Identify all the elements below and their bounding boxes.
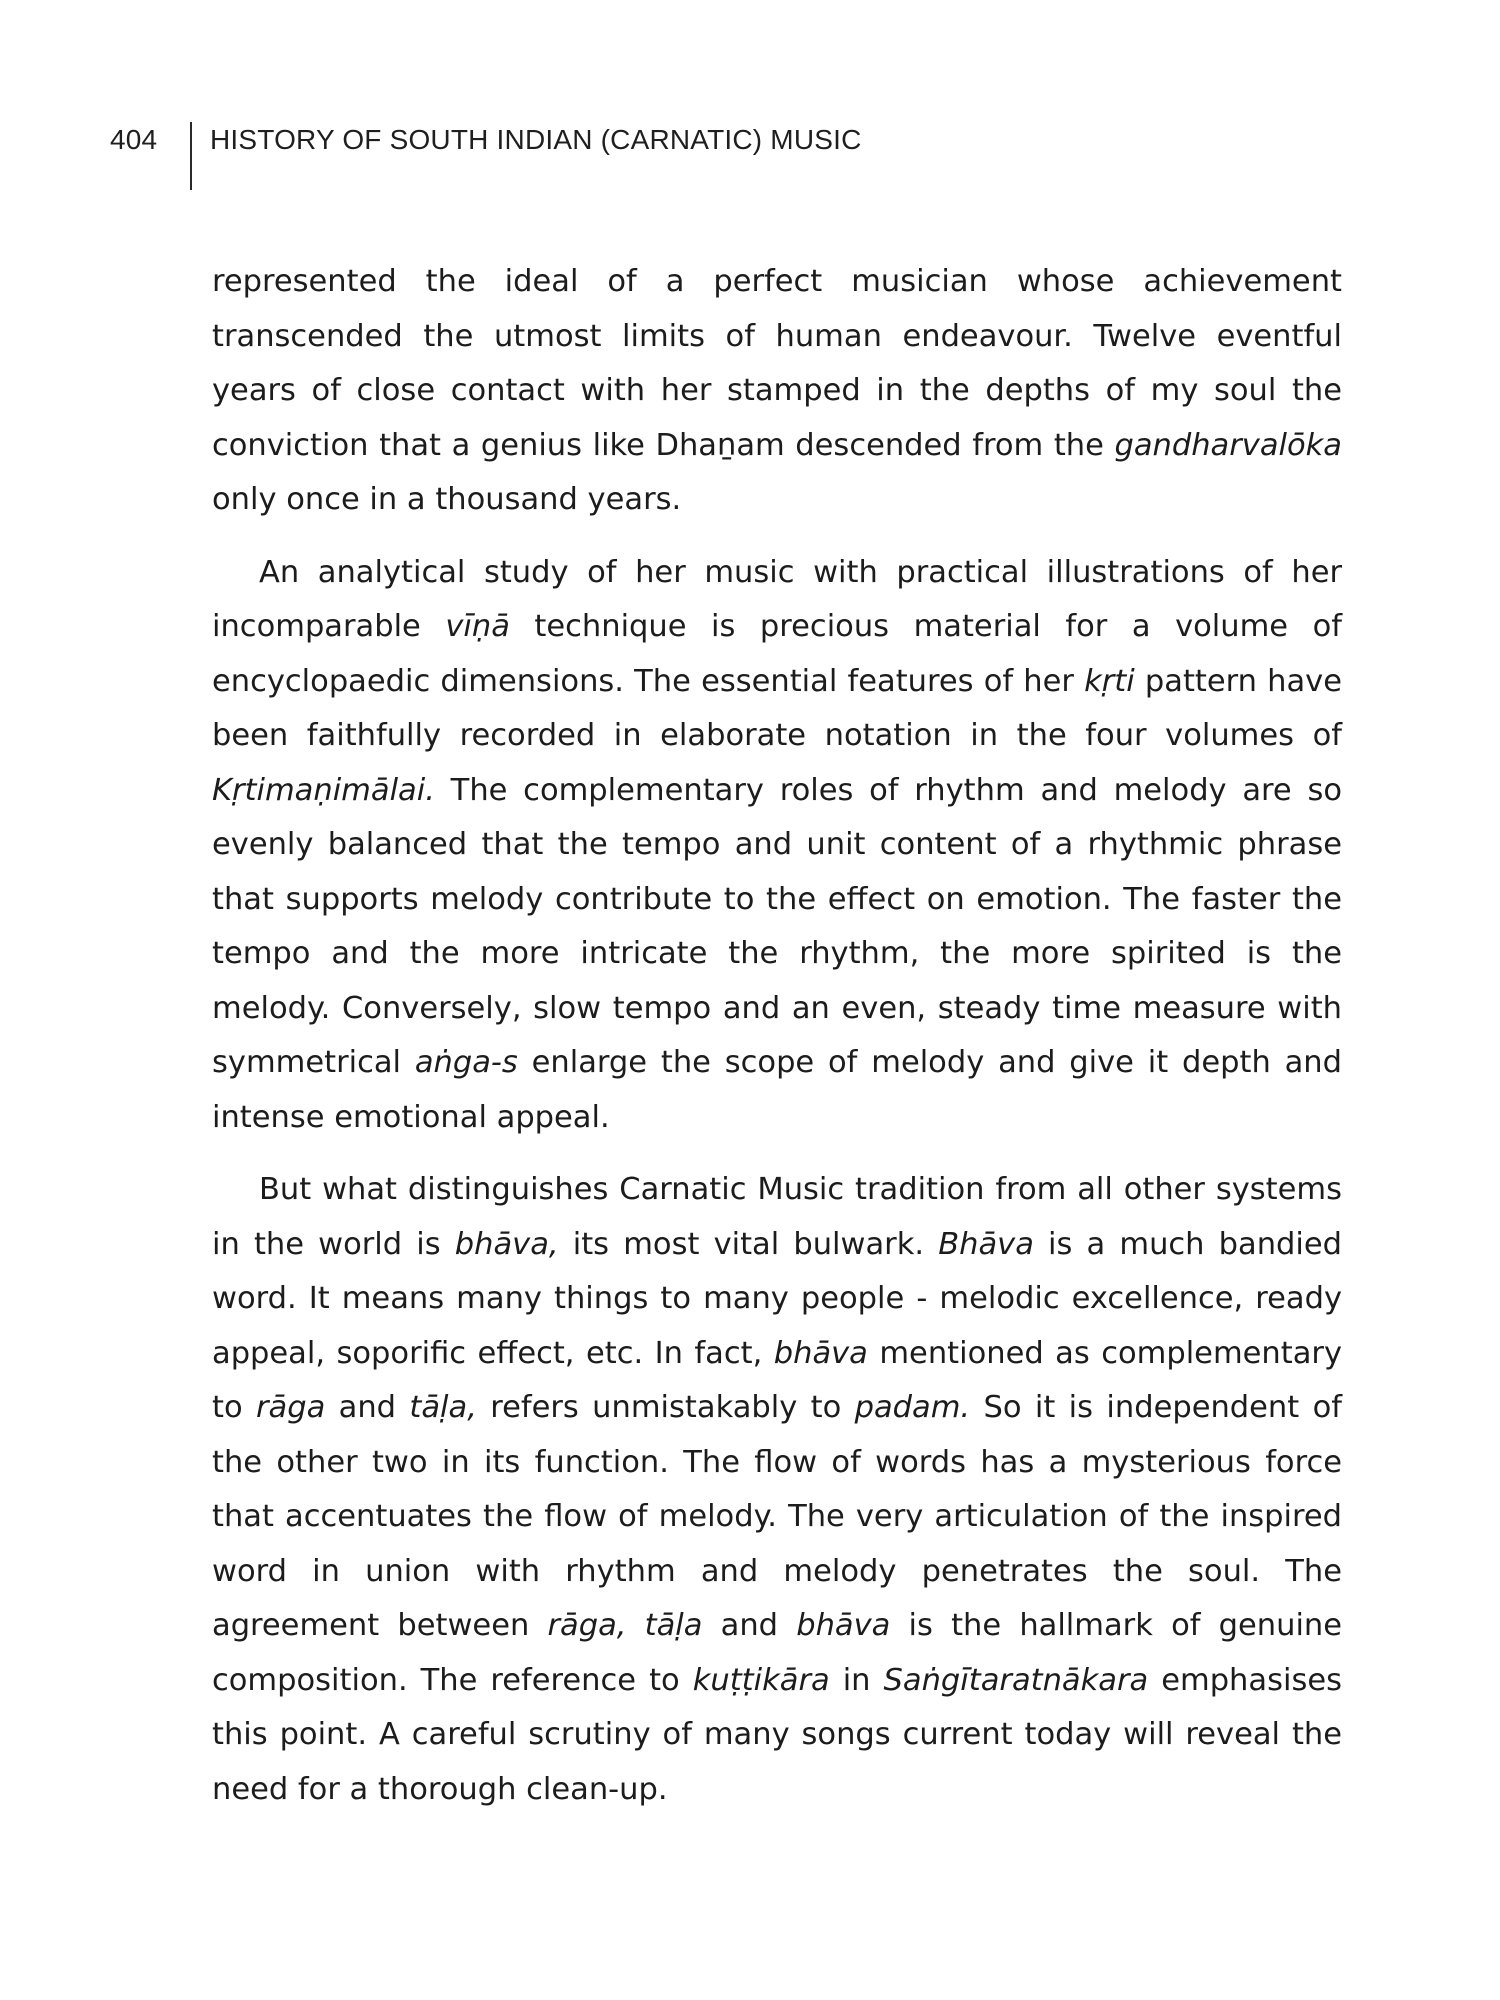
paragraph-1 (212, 255, 1342, 528)
text-run: But what distinguishes Carnatic Music tradition from all other systems in the world is (212, 1172, 1342, 1262)
text-run: and (702, 1608, 797, 1643)
italic-term: padam. (854, 1390, 971, 1425)
text-run: represented the ideal of a perfect musician whose achievement transcended the utmost limits of human endeavour. Twelve eventful years of close contact with her stamped in the depths of my soul the conviction that a genius like Dhaṉam descended from the (212, 264, 1342, 463)
italic-term: kuṭṭikāra (692, 1662, 830, 1698)
text-run: So it is independent of the other two in its function. The flow of words has a mysterious force that accentuates the flow of melody. The very articulation of the inspired word in union with rhythm and melody penetrates the soul. The agreement between (212, 1390, 1342, 1643)
paragraph-2 (212, 546, 1342, 1146)
text-run: and (325, 1390, 410, 1425)
book-title: HISTORY OF SOUTH INDIAN (CARNATIC) MUSIC (210, 124, 862, 155)
text-run: technique is precious material for a volume of encyclopaedic dimensions. The essential features of her (212, 609, 1342, 699)
italic-term: Kṛtimaṇimālai. (212, 772, 435, 808)
italic-term: rāga (255, 1390, 326, 1425)
text-run: only once in a thousand years. (212, 482, 682, 517)
paragraph-3 (212, 1163, 1342, 1817)
italic-term: tāḷa, (409, 1390, 477, 1425)
text-run: An analytical study of her music with practical illustrations of her incomparable (212, 554, 1342, 644)
italic-term: rāga, tāḷa (547, 1608, 703, 1643)
text-run: refers unmistakably to (476, 1390, 855, 1425)
text-run: is the hallmark of genuine composition. The reference to (212, 1608, 1343, 1698)
text-run: in (829, 1662, 884, 1698)
text-run: mentioned as complementary to (212, 1335, 1342, 1425)
body-text (212, 255, 1342, 1817)
text-run: pattern have been faithfully recorded in elaborate notation in the four volumes of (212, 663, 1342, 753)
italic-term: aṅga-s (414, 1045, 518, 1080)
italic-term: Saṅgītaratnākara (883, 1662, 1149, 1698)
italic-term: gandharvalōka (1114, 427, 1342, 463)
italic-term: kṛti (1084, 663, 1135, 699)
text-run: The complementary roles of rhythm and melody are so evenly balanced that the tempo and unit content of a rhythmic phrase that supports melody contribute to the effect on emotion. The faster the tempo and the more intricate the rhythm, the more spirited is the melody. Conversely, slow tempo and an even, steady time measure with symmetrical (212, 772, 1342, 1080)
italic-term: bhāva (773, 1335, 868, 1371)
italic-term: bhāva, (454, 1226, 559, 1262)
text-run: enlarge the scope of melody and give it depth and intense emotional appeal. (212, 1045, 1342, 1135)
text-run: emphasises this point. A careful scrutiny of many songs current today will reveal the need for a thorough clean-up. (212, 1662, 1342, 1807)
italic-term: vīṇā (445, 609, 510, 644)
header-divider (190, 122, 192, 190)
text-run: is a much bandied word. It means many things to many people - melodic excellence, ready appeal, soporific effect, etc. In fact, (212, 1226, 1342, 1371)
italic-term: bhāva (796, 1608, 891, 1643)
text-run: its most vital bulwark. (558, 1226, 939, 1262)
page-number: 404 (110, 124, 158, 155)
italic-term: Bhāva (938, 1226, 1034, 1262)
